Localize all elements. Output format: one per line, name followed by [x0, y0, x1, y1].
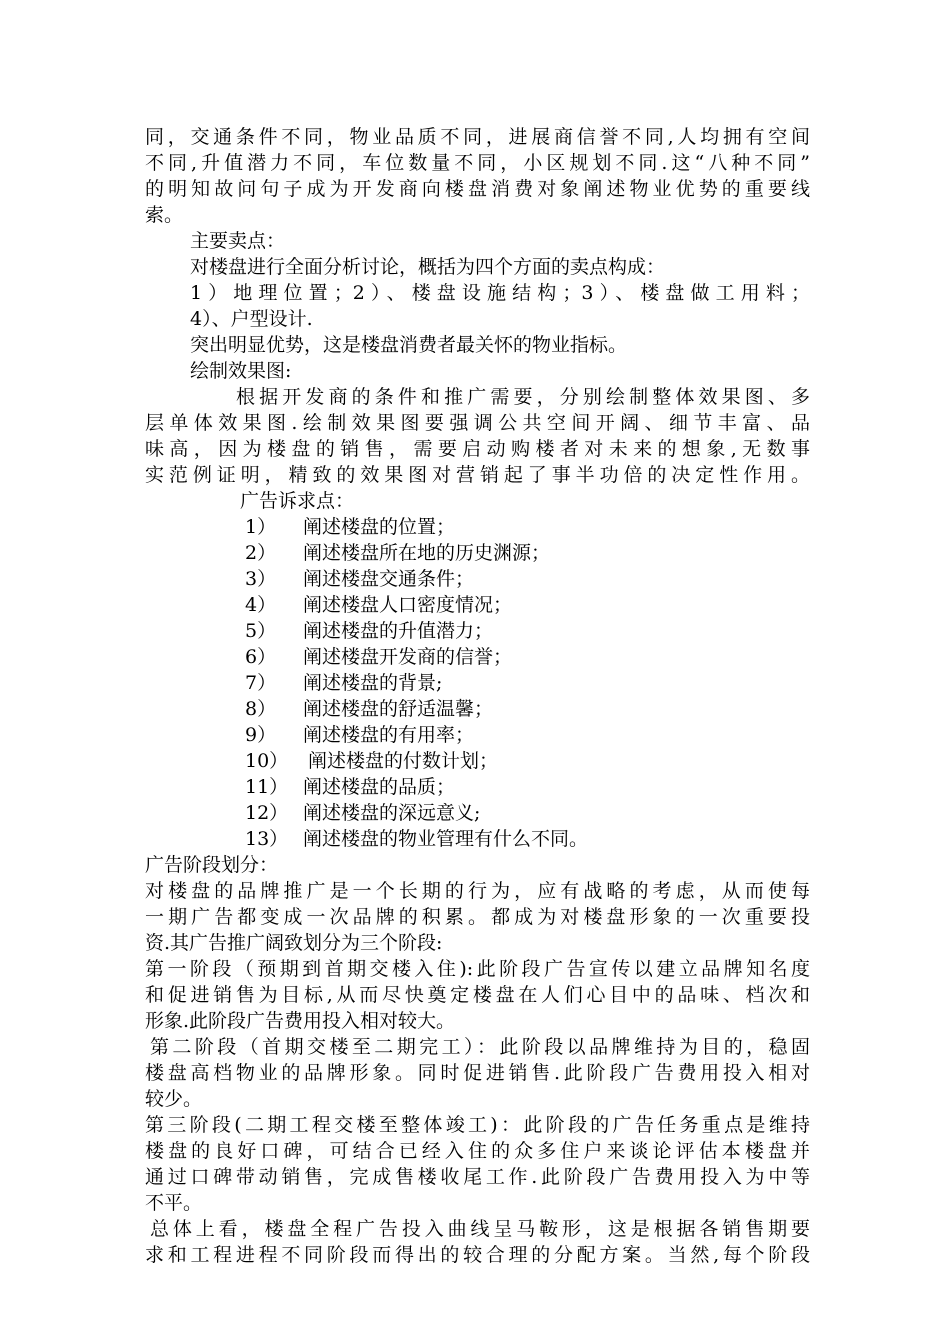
- rendering-line: 实范例证明，精致的效果图对营销起了事半功倍的决定性作用。: [145, 464, 810, 486]
- selling-points-line: 对楼盘进行全面分析讨论，概括为四个方面的卖点构成：: [190, 256, 666, 278]
- rendering-line: 层单体效果图.绘制效果图要强调公共空间开阔、细节丰富、品: [145, 412, 810, 434]
- appeal-text: 阐述楼盘的深远意义;: [303, 802, 481, 824]
- stage2-line: 较少。: [145, 1088, 203, 1110]
- selling-points-line: 4）、户型设计.: [190, 308, 313, 330]
- appeal-number: 4）: [245, 594, 277, 616]
- summary-line: 总体上看，楼盘全程广告投入曲线呈马鞍形，这是根据各销售期要: [150, 1218, 810, 1240]
- appeal-number: 6）: [245, 646, 277, 668]
- appeal-number: 9）: [245, 724, 277, 746]
- stage1-line: 和促进销售为目标,从而尽快奠定楼盘在人们心目中的品味、档次和: [145, 984, 810, 1006]
- appeal-text: 阐述楼盘的背景;: [303, 672, 443, 694]
- stages-intro-line: 资.其广告推广阔致划分为三个阶段:: [145, 932, 443, 954]
- appeal-number: 11）: [245, 776, 289, 798]
- rendering-line: 味高，因为楼盘的销售，需要启动购楼者对未来的想象,无数事: [145, 438, 810, 460]
- appeal-number: 5）: [245, 620, 277, 642]
- appeal-text: 阐述楼盘的有用率；: [303, 724, 475, 746]
- rendering-line: 根据开发商的条件和推广需要，分别绘制整体效果图、多: [236, 386, 810, 408]
- appeal-text: 阐述楼盘的品质；: [303, 776, 456, 798]
- stages-intro-line: 一期广告都变成一次品牌的积累。都成为对楼盘形象的一次重要投: [145, 906, 810, 928]
- appeal-number: 13）: [245, 828, 289, 850]
- appeal-number: 7）: [245, 672, 277, 694]
- appeal-text: 阐述楼盘开发商的信誉；: [303, 646, 513, 668]
- stage3-line: 通过口碑带动销售，完成售楼收尾工作.此阶段广告费用投入为中等: [145, 1166, 810, 1188]
- appeals-heading: 广告诉求点：: [240, 490, 355, 512]
- stages-heading: 广告阶段划分：: [145, 854, 279, 876]
- appeal-number: 2）: [245, 542, 277, 564]
- appeal-number: 1）: [245, 516, 277, 538]
- intro-line: 同，交通条件不同，物业品质不同，进展商信誉不同,人均拥有空间: [145, 126, 810, 148]
- selling-points-line: 1）地理位置；2）、楼盘设施结构；3）、楼盘做工用料；: [190, 282, 810, 304]
- rendering-heading: 绘制效果图:: [190, 360, 292, 382]
- selling-points-heading: 主要卖点：: [190, 230, 286, 252]
- stage2-line: 第二阶段（首期交楼至二期完工）：此阶段以品牌维持为目的，稳固: [150, 1036, 810, 1058]
- appeal-text: 阐述楼盘的付数计划；: [308, 750, 499, 772]
- selling-points-emphasis: 突出明显优势，这是楼盘消费者最关怀的物业指标。: [190, 334, 628, 356]
- appeal-number: 10）: [245, 750, 289, 772]
- appeal-text: 阐述楼盘交通条件；: [303, 568, 475, 590]
- intro-line: 索。: [145, 204, 184, 226]
- stage2-line: 楼盘高档物业的品牌形象。同时促进销售.此阶段广告费用投入相对: [145, 1062, 810, 1084]
- intro-line: 的明知故问句子成为开发商向楼盘消费对象阐述物业优势的重要线: [145, 178, 810, 200]
- appeal-text: 阐述楼盘的升值潜力；: [303, 620, 494, 642]
- stage3-line: 不平。: [145, 1192, 203, 1214]
- stage3-line: 第三阶段(二期工程交楼至整体竣工)：此阶段的广告任务重点是维持: [145, 1114, 810, 1136]
- appeal-text: 阐述楼盘所在地的历史渊源；: [303, 542, 551, 564]
- appeal-text: 阐述楼盘的物业管理有什么不同。: [303, 828, 589, 850]
- appeal-text: 阐述楼盘的舒适温馨；: [303, 698, 494, 720]
- intro-line: 不同,升值潜力不同，车位数量不同，小区规划不同.这“八种不同”: [145, 152, 810, 174]
- stage1-line: 第一阶段（预期到首期交楼入住):此阶段广告宣传以建立品牌知名度: [145, 958, 810, 980]
- appeal-number: 12）: [245, 802, 289, 824]
- appeal-number: 8）: [245, 698, 277, 720]
- appeal-text: 阐述楼盘的位置；: [303, 516, 456, 538]
- appeal-text: 阐述楼盘人口密度情况；: [303, 594, 513, 616]
- appeal-number: 3）: [245, 568, 277, 590]
- summary-line: 求和工程进程不同阶段而得出的较合理的分配方案。当然,每个阶段: [145, 1244, 810, 1266]
- stages-intro-line: 对楼盘的品牌推广是一个长期的行为，应有战略的考虑，从而使每: [145, 880, 810, 902]
- stage1-line: 形象.此阶段广告费用投入相对较大。: [145, 1010, 456, 1032]
- stage3-line: 楼盘的良好口碑，可结合已经入住的众多住户来谈论评估本楼盘并: [145, 1140, 810, 1162]
